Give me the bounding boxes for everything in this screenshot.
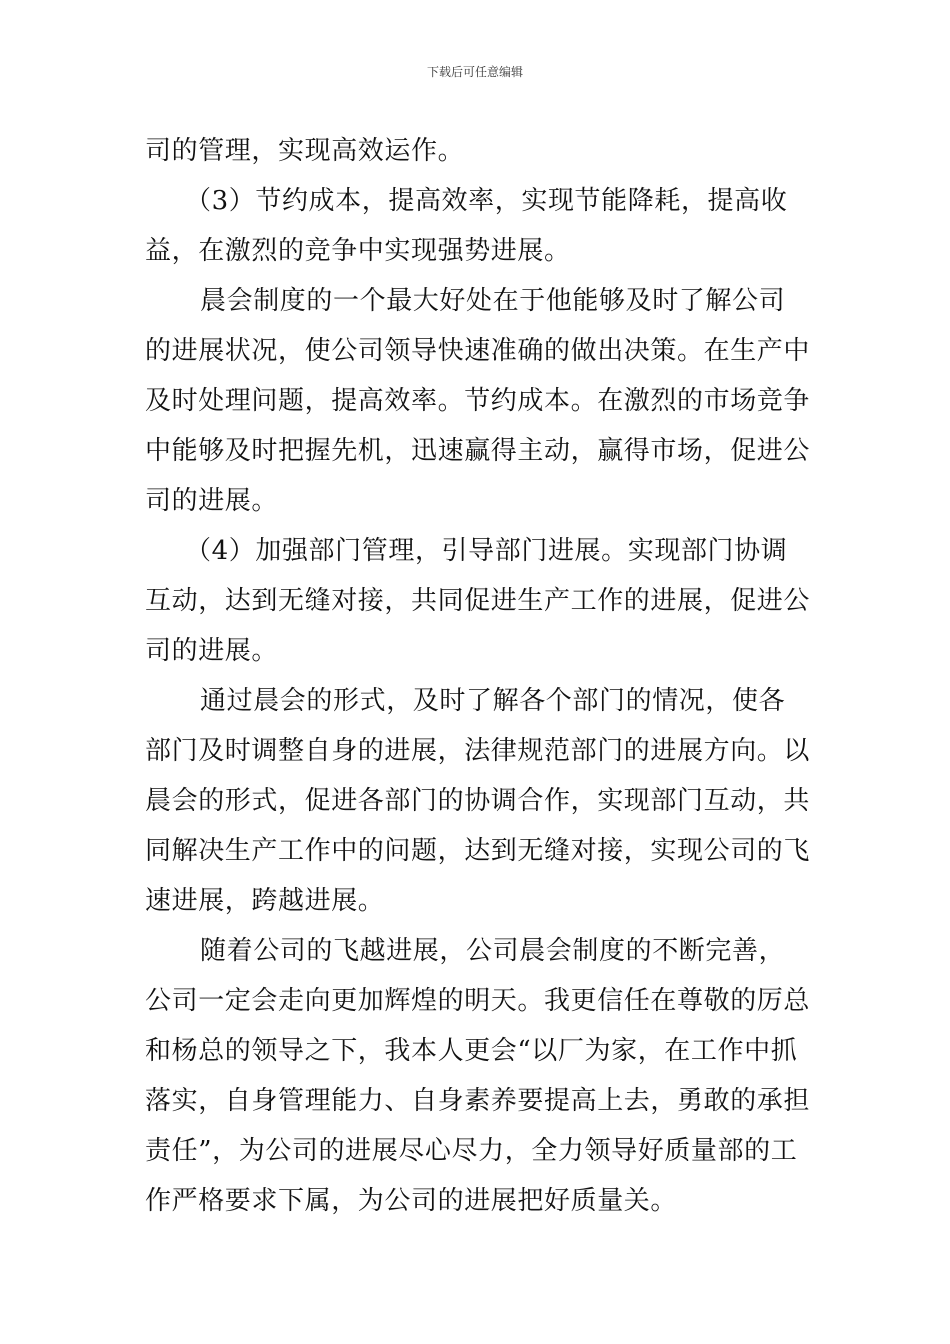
paragraph-department-coordination: 通过晨会的形式，及时了解各个部门的情况，使各部门及时调整自身的进展，法律规范部门的进展方向。以晨会的形式，促进各部门的协调合作，实现部门互动，共同解决生产工作中的问题，达到无缝对接，实现公司的飞速进展，跨越进展。 [145, 686, 811, 916]
document-body [145, 126, 810, 1226]
paragraph-conclusion: 随着公司的飞越进展，公司晨会制度的不断完善，公司一定会走向更加辉煌的明天。我更信任在尊敬的厉总和杨总的领导之下，我本人更会“以厂为家，在工作中抓落实，自身管理能力、自身素养要提高上去，勇敢的承担责任”，为公司的进展尽心尽力，全力领导好质量部的工作严格要求下属，为公司的进展把好质量关。 [145, 936, 811, 1216]
paragraph-point-3: （3）节约成本，提高效率，实现节能降耗，提高收益，在激烈的竞争中实现强势进展。 [145, 186, 788, 266]
paragraph-point-4: （4）加强部门管理，引导部门进展。实现部门协调互动，达到无缝对接，共同促进生产工作的进展，促进公司的进展。 [145, 536, 811, 666]
paragraph-morning-meeting-benefit: 晨会制度的一个最大好处在于他能够及时了解公司的进展状况，使公司领导快速准确的做出决策。在生产中及时处理问题，提高效率。节约成本。在激烈的市场竞争中能够及时把握先机，迅速赢得主动，赢得市场，促进公司的进展。 [145, 286, 811, 516]
page-header: 下载后可任意编辑 [426, 65, 523, 79]
paragraph-continuation: 司的管理，实现高效运作。 [145, 136, 465, 166]
